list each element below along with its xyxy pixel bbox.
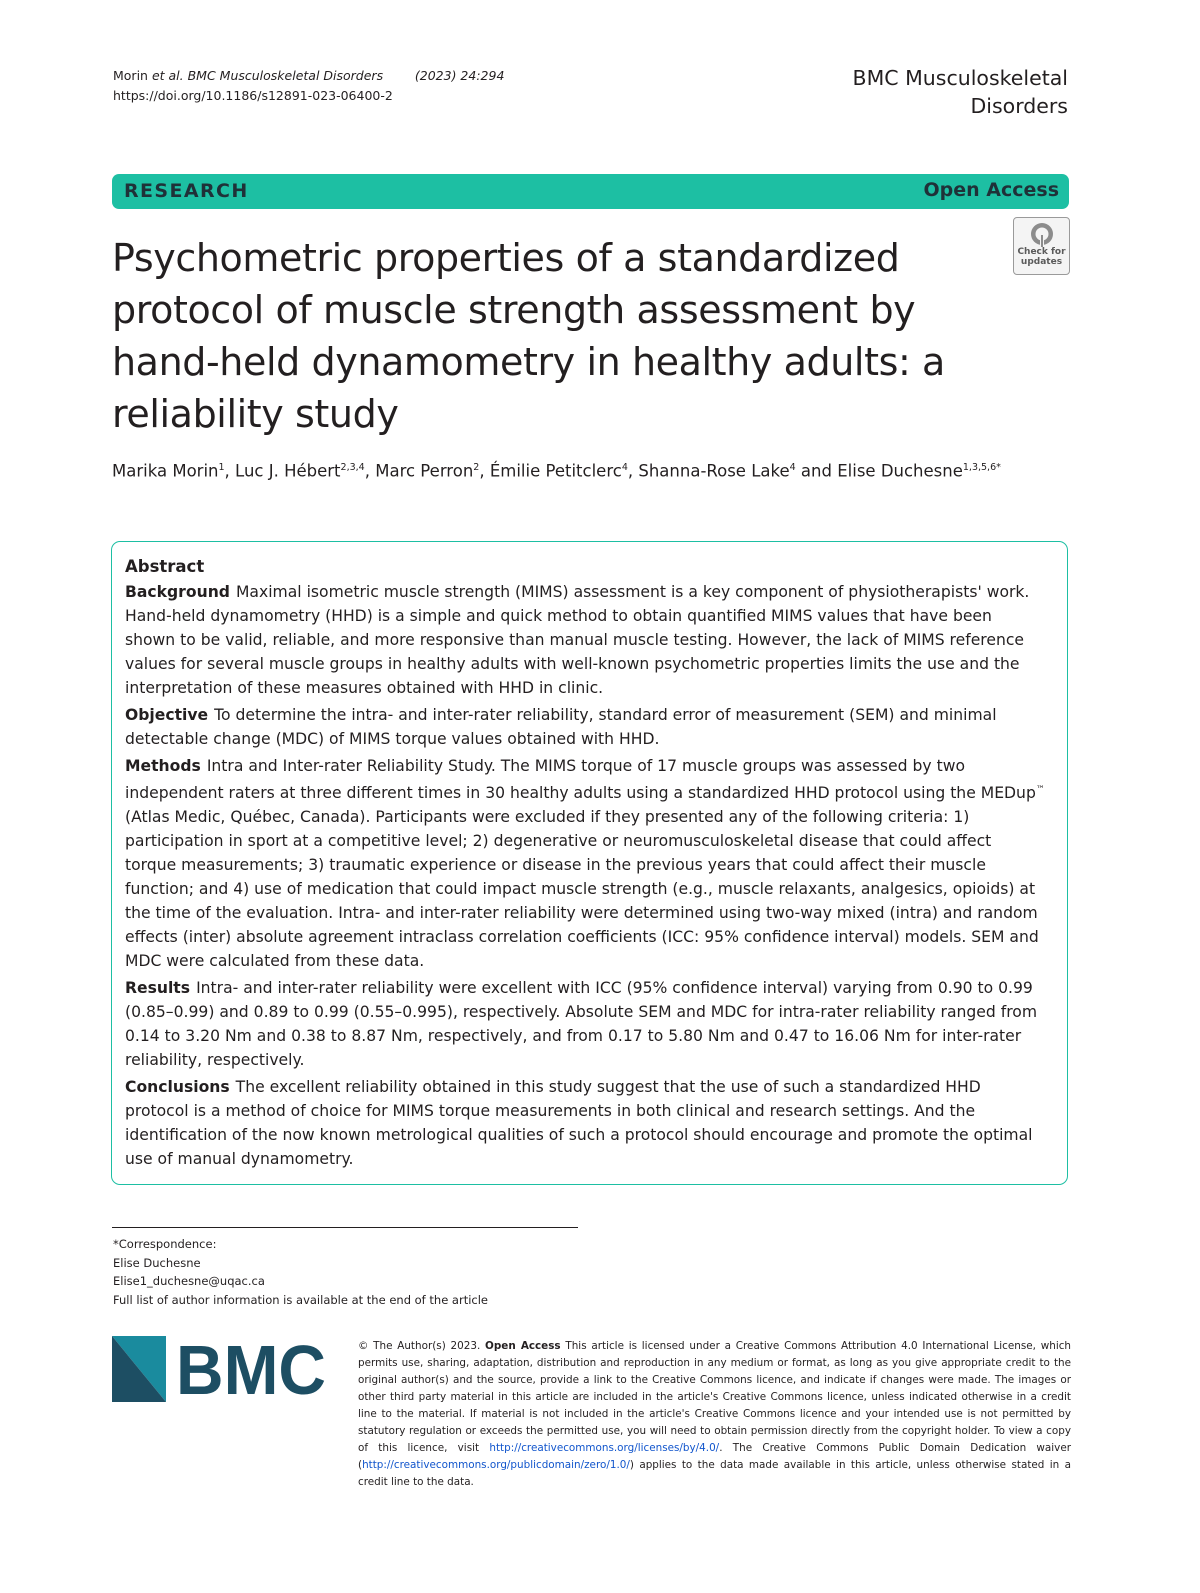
author-affiliation: 2: [473, 462, 480, 473]
author-name[interactable]: Shanna-Rose Lake: [638, 461, 790, 481]
background-text: Maximal isometric muscle strength (MIMS) assessment is a key component of physiotherapists' work. Hand-held dynamometry (HHD) is a simple and quick method to obtain quantified MIMS values that have been shown to be valid, reliable, and more responsive than manual muscle testing. However, the lack of MIMS reference values for several muscle groups in healthy adults with well-known psychometric properties limits the use and the interpretation of these measures obtained with HHD in clinic.: [125, 583, 1030, 697]
journal-name-line1: BMC Musculoskeletal: [852, 66, 1068, 90]
author-affiliation: 4: [789, 462, 796, 473]
methods-text: Intra and Inter-rater Reliability Study. The MIMS torque of 17 muscle groups was assessed by two independent raters at three different times in 30 healthy adults using a standardized HHD protocol using the MEDup: [125, 757, 1036, 803]
abstract-objective: [125, 704, 1045, 752]
author-affiliation: 4: [621, 462, 628, 473]
bmc-logo: [112, 1336, 328, 1402]
doi-link[interactable]: https://doi.org/10.1186/s12891-023-06400-2: [113, 88, 393, 103]
objective-text: To determine the intra- and inter-rater reliability, standard error of measurement (SEM) and minimal detectable change (MDC) of MIMS torque values obtained with HHD.: [125, 706, 997, 748]
article-title: Psychometric properties of a standardized protocol of muscle strength assessment by hand-held dynamometry in healthy adults: a reliability study: [112, 236, 945, 436]
author-affiliation: 1: [218, 462, 225, 473]
correspondence-block: [113, 1235, 488, 1309]
license-body-cont: . The Creative Commons Public Domain Dedication waiver (: [358, 1442, 1071, 1472]
methods-text-cont: (Atlas Medic, Québec, Canada). Participants were excluded if they presented any of the following criteria: 1) participation in sport at a competitive level; 2) degenerative or neuromusculoskeletal disease that could affect torque measurements; 3) traumatic experience or disease in the previous years that could affect their muscle function; and 4) use of medication that could impact muscle strength (e.g., muscle relaxants, analgesics, opioids) at the time of the evaluation. Intra- and inter-rater reliability were determined using two-way mixed (intra) and random effects (inter) absolute agreement intraclass correlation coefficients (ICC: 95% confidence interval) models. SEM and MDC were calculated from these data.: [125, 808, 1039, 970]
check-for-updates-icon: [1029, 221, 1055, 247]
article-type-label: RESEARCH: [124, 180, 249, 202]
conclusions-text: The excellent reliability obtained in this study suggest that the use of such a standardized HHD protocol is a method of choice for MIMS torque measurements in both clinical and research settings. And the identification of the now known metrological qualities of such a protocol should encourage and promote the optimal use of manual dynamometry.: [125, 1078, 1033, 1169]
badge-line1: Check for: [1017, 247, 1066, 257]
author-affiliation: 1,3,5,6*: [962, 462, 1001, 473]
background-label: Background: [125, 583, 230, 601]
results-text: Intra- and inter-rater reliability were excellent with ICC (95% confidence interval) varying from 0.90 to 0.99 (0.85–0.99) and 0.89 to 0.99 (0.55–0.995), respectively. Absolute SEM and MDC for intra-rater reliability ranged from 0.14 to 3.20 Nm and 0.38 to 8.87 Nm, respectively, and from 0.17 to 5.80 Nm and 0.47 to 16.06 Nm for inter-rater reliability, respectively.: [125, 979, 1038, 1069]
conclusions-label: Conclusions: [125, 1078, 230, 1097]
author-name[interactable]: Marc Perron: [375, 461, 474, 481]
journal-name: [853, 64, 1068, 120]
license-body-end: ) applies to the data made available in this article, unless otherwise stated in a credit line to the data.: [358, 1459, 1071, 1489]
license-link-cc0[interactable]: http://creativecommons.org/publicdomain/zero/1.0/: [362, 1459, 630, 1472]
citation-block: [113, 66, 504, 106]
footnote-divider: [112, 1227, 578, 1228]
citation-authors: Morin: [113, 68, 152, 83]
abstract-box: [111, 541, 1068, 1185]
author-separator: ,: [364, 461, 376, 481]
methods-label: Methods: [125, 757, 201, 776]
journal-name-line2: Disorders: [970, 94, 1068, 118]
correspondence-label: *Correspondence:: [113, 1237, 217, 1251]
author-separator: and: [795, 461, 838, 481]
correspondence-email[interactable]: Elise1_duchesne@uqac.ca: [113, 1274, 265, 1288]
author-name[interactable]: Elise Duchesne: [837, 461, 963, 481]
license-open-access: Open Access: [485, 1340, 561, 1352]
objective-label: Objective: [125, 706, 209, 725]
check-for-updates-badge[interactable]: [1013, 217, 1070, 275]
citation-volume: (2023) 24:294: [414, 68, 505, 83]
author-separator: ,: [627, 461, 639, 481]
correspondence-name: Elise Duchesne: [113, 1255, 201, 1270]
author-list: [112, 456, 1001, 484]
article-type-banner: [112, 174, 1069, 209]
abstract-conclusions: [125, 1076, 1045, 1172]
license-link-cc-by[interactable]: http://creativecommons.org/licenses/by/4.0/: [489, 1442, 720, 1455]
author-info-note: Full list of author information is available at the end of the article: [113, 1292, 488, 1307]
bmc-logo-text: BMC: [176, 1336, 326, 1402]
license-body: This article is licensed under a Creative Commons Attribution 4.0 International License, which permits use, sharing, adaptation, distribution and reproduction in any medium or format, as long as you give appropriate credit to the original author(s) and the source, provide a link to the Creative Commons licence, and indicate if changes were made. The images or other third party material in this article are included in the article's Creative Commons licence, unless indicated otherwise in a credit line to the material. If material is not included in the article's Creative Commons licence and your intended use is not permitted by statutory regulation or exceeds the permitted use, you will need to obtain permission directly from the copyright holder. To view a copy of this licence, visit: [358, 1340, 1072, 1455]
license-copyright: © The Author(s) 2023.: [358, 1340, 486, 1352]
citation-journal: et al. BMC Musculoskeletal Disorders: [151, 68, 384, 83]
author-separator: ,: [479, 461, 490, 481]
abstract-background: [125, 581, 1045, 701]
results-label: Results: [125, 979, 191, 998]
abstract-results: [125, 977, 1045, 1073]
open-access-label: Open Access: [923, 179, 1059, 201]
trademark-symbol: ™: [1035, 785, 1045, 796]
license-text: [358, 1338, 1071, 1491]
citation-line: [113, 66, 504, 86]
abstract-heading: Abstract: [125, 557, 205, 576]
author-name[interactable]: Luc J. Hébert: [235, 461, 341, 481]
author-affiliation: 2,3,4: [340, 462, 365, 473]
badge-line2: updates: [1020, 256, 1063, 267]
abstract-methods: [125, 755, 1045, 973]
author-name[interactable]: Émilie Petitclerc: [489, 461, 622, 481]
author-separator: ,: [224, 461, 236, 481]
author-name[interactable]: Marika Morin: [112, 461, 219, 481]
